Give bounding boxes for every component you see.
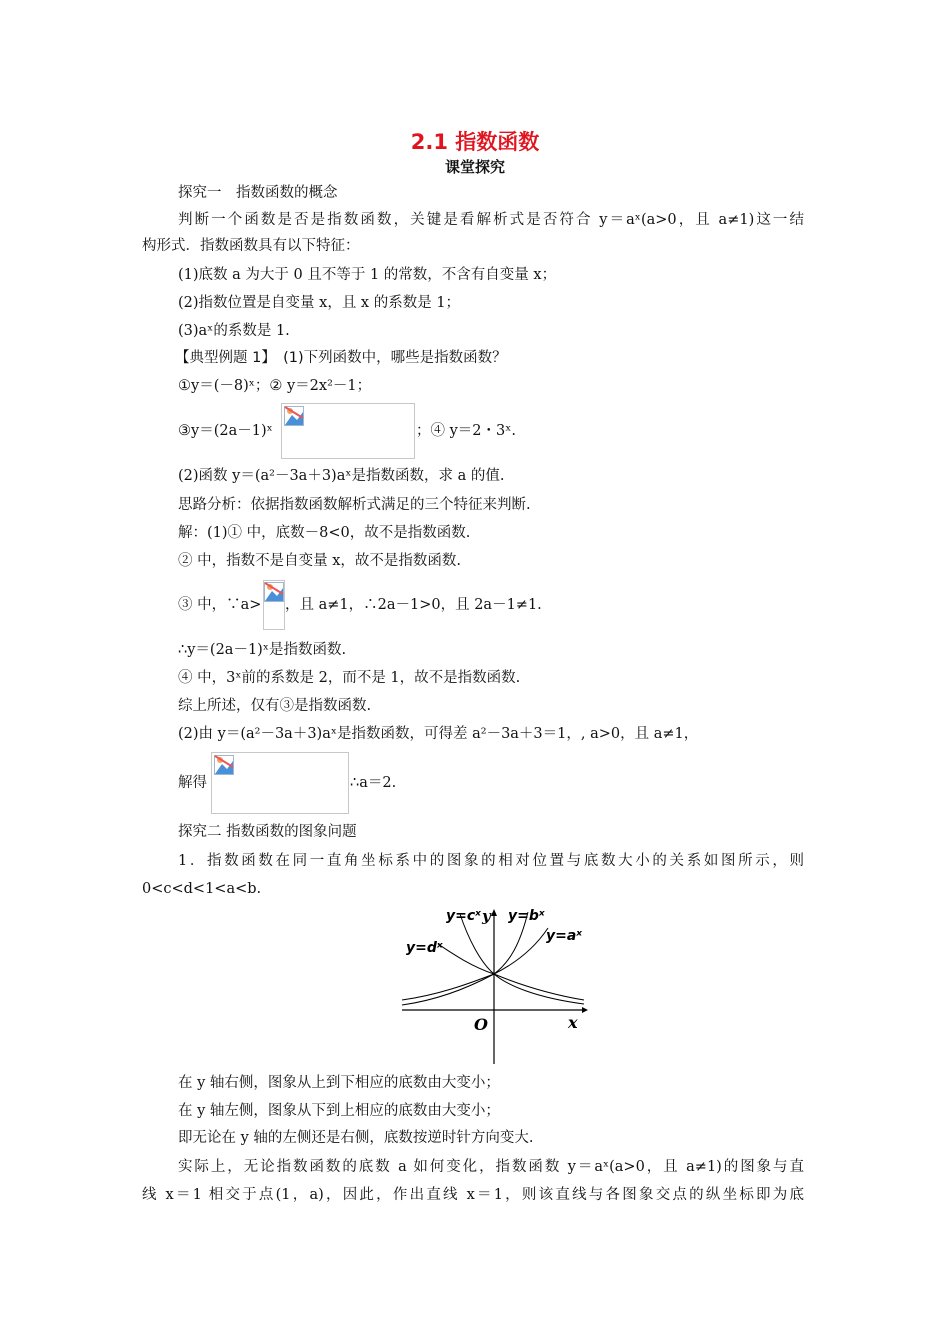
formula-image [263, 580, 285, 630]
exponential-graph [398, 900, 590, 1066]
label-c: y=cˣ [446, 908, 481, 924]
curve-b [402, 912, 528, 1005]
solution-line-final-b: ∴a＝2. [350, 775, 397, 791]
paragraph-line: 0<c<d<1<a<b. [142, 881, 262, 897]
solution-line-3b: ，且 a≠1，∴2a－1>0，且 2a－1≠1. [285, 597, 542, 613]
page-title: 2.1 指数函数 [410, 130, 540, 154]
solution-line: 综上所述，仅有③是指数函数. [178, 698, 372, 714]
page-subtitle: 课堂探究 [444, 158, 505, 176]
solution-line: ④ 中，3ˣ前的系数是 2，而不是 1，故不是指数函数. [178, 670, 521, 686]
example-option-line: ①y＝(－8)ˣ；② y＝2x²－1； [178, 378, 372, 394]
section-heading-1: 探究一 指数函数的概念 [178, 185, 338, 201]
label-d: y=dˣ [406, 940, 443, 956]
section-heading-2: 探究二 指数函数的图象问题 [178, 824, 357, 840]
label-origin: O [474, 1015, 488, 1034]
paragraph-line: 判断一个函数是否是指数函数，关键是看解析式是否符合 y＝aˣ(a>0，且 a≠1)这一结 [178, 212, 804, 228]
solution-line: ② 中，指数不是自变量 x，故不是指数函数. [178, 553, 462, 569]
x-axis-arrow [582, 1007, 588, 1013]
formula-image [281, 403, 415, 459]
label-b: y=bˣ [508, 908, 545, 924]
label-a: y=aˣ [546, 928, 583, 944]
example-option-4: ；④ y＝2・3ˣ. [416, 423, 517, 439]
feature-item-1: (1)底数 a 为大于 0 且不等于 1 的常数，不含有自变量 x； [178, 267, 557, 283]
paragraph-line: 线 x＝1 相交于点(1，a)，因此，作出直线 x＝1，则该直线与各图象交点的纵坐标即为底 [142, 1187, 804, 1203]
paragraph-line: 实际上，无论指数函数的底数 a 如何变化，指数函数 y＝aˣ(a>0，且 a≠1)的图象与直 [178, 1159, 804, 1175]
solution-line: 解：(1)① 中，底数－8<0，故不是指数函数. [178, 525, 471, 541]
broken-image-icon [284, 406, 304, 426]
paragraph-line: 即无论在 y 轴的左侧还是右侧，底数按逆时针方向变大. [178, 1130, 534, 1146]
feature-item-2: (2)指数位置是自变量 x，且 x 的系数是 1； [178, 295, 461, 311]
feature-item-3: (3)aˣ的系数是 1. [178, 323, 290, 339]
paragraph-line: 在 y 轴左侧，图象从下到上相应的底数由大变小； [178, 1103, 500, 1119]
broken-image-icon [264, 582, 284, 602]
paragraph-line: 构形式．指数函数具有以下特征： [142, 238, 360, 254]
example-option-3: ③y＝(2a－1)ˣ [178, 423, 273, 439]
example-question-2: (2)函数 y＝(a²－3a＋3)aˣ是指数函数，求 a 的值. [178, 468, 505, 484]
solution-line: ∴y＝(2a－1)ˣ是指数函数. [178, 642, 347, 658]
solution-line-final-a: 解得 [178, 775, 207, 791]
curve-a [402, 928, 548, 1000]
analysis-line: 思路分析：依据指数函数解析式满足的三个特征来判断. [178, 497, 531, 513]
y-axis-arrow [491, 909, 497, 916]
paragraph-line: 1．指数函数在同一直角坐标系中的图象的相对位置与底数大小的关系如图所示，则 [178, 853, 804, 869]
broken-image-icon [214, 755, 234, 775]
example-heading: 【典型例题 1】 (1)下列函数中，哪些是指数函数？ [175, 350, 507, 366]
formula-image [211, 752, 349, 814]
label-y-axis: y [482, 907, 491, 925]
solution-line: (2)由 y＝(a²－3a＋3)aˣ是指数函数，可得差 a²－3a＋3＝1，, a>0，且 a≠1， [178, 726, 699, 742]
solution-line-3a: ③ 中，∵a> [178, 597, 262, 613]
curve-d [438, 944, 584, 1000]
paragraph-line: 在 y 轴右侧，图象从上到下相应的底数由大变小； [178, 1075, 500, 1091]
label-x-axis: x [568, 1013, 578, 1032]
